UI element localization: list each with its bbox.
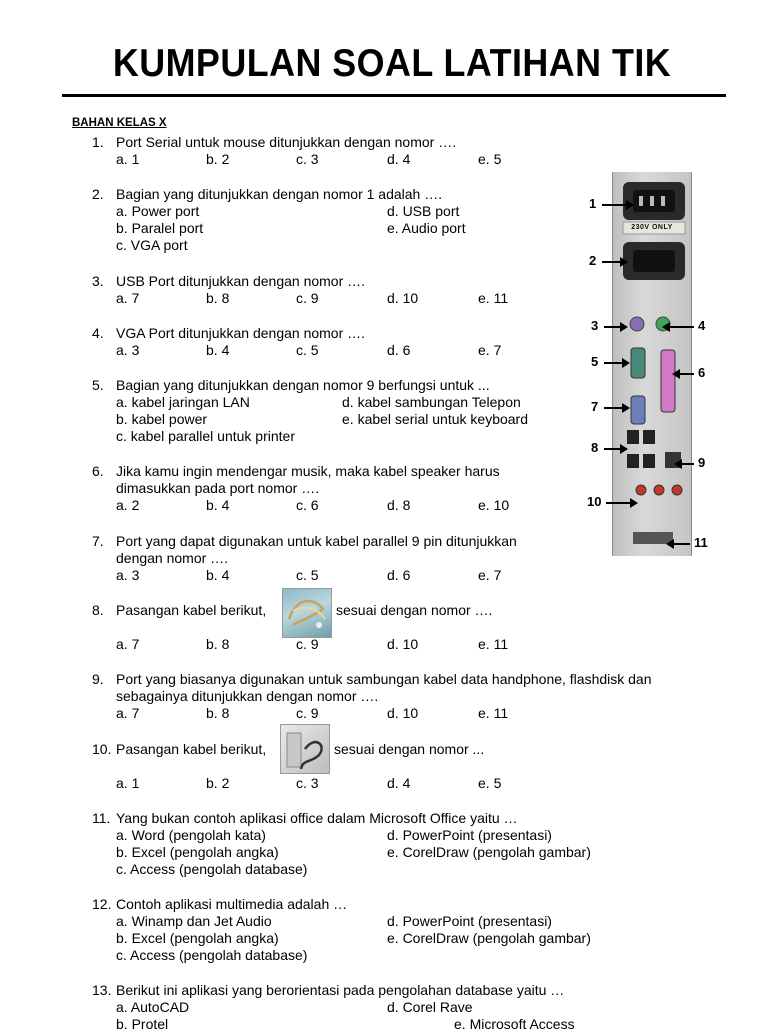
question-text: Contoh aplikasi multimedia adalah … [116, 896, 348, 912]
options [116, 290, 566, 307]
option-b[interactable]: b. Excel (pengolah angka) [116, 844, 279, 860]
option-c[interactable]: c. 5 [296, 342, 319, 358]
option-e[interactable]: e. 11 [478, 636, 509, 652]
question-number: 8. [92, 602, 104, 618]
option-c[interactable]: c. 9 [296, 290, 319, 306]
page-title: KUMPULAN SOAL LATIHAN TIK [112, 42, 672, 85]
question-number: 11. [92, 810, 111, 826]
question-13 [92, 982, 712, 1032]
option-e[interactable]: e. 11 [478, 290, 509, 306]
option-b[interactable]: b. Excel (pengolah angka) [116, 930, 279, 946]
options [116, 342, 566, 359]
arrow-right [604, 326, 626, 328]
option-d[interactable]: d. 10 [387, 636, 419, 652]
option-b[interactable]: b. 8 [206, 290, 230, 306]
option-a[interactable]: a. 2 [116, 497, 140, 513]
option-e[interactable]: e. Audio port [387, 220, 466, 236]
port-label-5: 5 [591, 354, 599, 369]
option-d[interactable]: d. PowerPoint (presentasi) [387, 913, 552, 929]
option-d[interactable]: d. 6 [387, 567, 411, 583]
option-a[interactable]: a. 1 [116, 151, 140, 167]
option-b[interactable]: b. kabel power [116, 411, 208, 427]
question-text-before: Pasangan kabel berikut, [116, 602, 267, 618]
question-text: Berikut ini aplikasi yang berorientasi pada pengolahan database yaitu … [116, 982, 565, 998]
option-e[interactable]: e. 11 [478, 705, 509, 721]
question-text: Port Serial untuk mouse ditunjukkan dengan nomor …. [116, 134, 457, 150]
option-b[interactable]: b. 2 [206, 775, 230, 791]
question-text: Port yang biasanya digunakan untuk sambungan kabel data handphone, flashdisk dan sebagainya ditunjukkan dengan nomor …. [116, 671, 652, 704]
option-d[interactable]: d. 10 [387, 290, 419, 306]
question-text: Bagian yang ditunjukkan dengan nomor 1 adalah …. [116, 186, 443, 202]
question-text: VGA Port ditunjukkan dengan nomor …. [116, 325, 366, 341]
option-e[interactable]: e. 10 [478, 497, 510, 513]
option-e[interactable]: e. 7 [478, 342, 502, 358]
question-5 [92, 377, 562, 444]
option-c[interactable]: c. kabel parallel untuk printer [116, 428, 295, 444]
option-c[interactable]: c. Access (pengolah database) [116, 861, 308, 877]
option-e[interactable]: e. kabel serial untuk keyboard [342, 411, 528, 427]
option-c[interactable]: c. 3 [296, 775, 319, 791]
option-e[interactable]: e. 5 [478, 775, 502, 791]
question-6 [92, 463, 562, 513]
options [116, 497, 566, 514]
question-text-after: sesuai dengan nomor ... [334, 741, 485, 757]
option-c[interactable]: c. 3 [296, 151, 319, 167]
option-d[interactable]: d. USB port [387, 203, 460, 219]
question-10 [92, 741, 562, 791]
question-number: 10. [92, 741, 112, 757]
option-b[interactable]: b. 4 [206, 497, 230, 513]
port-label-4: 4 [698, 318, 706, 333]
question-text: Yang bukan contoh aplikasi office dalam Microsoft Office yaitu … [116, 810, 518, 826]
option-b[interactable]: b. Paralel port [116, 220, 204, 236]
question-number: 5. [92, 377, 104, 393]
options [116, 151, 566, 168]
option-d[interactable]: d. PowerPoint (presentasi) [387, 827, 552, 843]
option-e[interactable]: e. 7 [478, 567, 502, 583]
option-c[interactable]: c. 6 [296, 497, 319, 513]
question-number: 1. [92, 134, 104, 150]
port-label-10: 10 [587, 494, 602, 509]
options [116, 775, 566, 792]
question-text-before: Pasangan kabel berikut, [116, 741, 267, 757]
arrow-right [604, 407, 628, 409]
arrow-left [674, 373, 694, 375]
question-9 [92, 671, 712, 721]
arrow-right [604, 362, 628, 364]
port-label-2: 2 [589, 253, 597, 268]
port-label-9: 9 [698, 455, 706, 470]
question-number: 9. [92, 671, 104, 687]
option-a[interactable]: a. Winamp dan Jet Audio [116, 913, 272, 929]
option-b[interactable]: b. 2 [206, 151, 230, 167]
option-c[interactable]: c. 5 [296, 567, 319, 583]
option-a[interactable]: a. Power port [116, 203, 200, 219]
arrow-right [602, 261, 626, 263]
arrow-left [664, 326, 694, 328]
question-8 [92, 602, 562, 652]
question-2 [92, 186, 562, 253]
option-a[interactable]: a. kabel jaringan LAN [116, 394, 250, 410]
port-label-8: 8 [591, 440, 599, 455]
question-12 [92, 896, 712, 963]
options [116, 705, 566, 722]
port-label-1: 1 [589, 196, 597, 211]
question-11 [92, 810, 712, 877]
option-b[interactable]: b. 8 [206, 636, 230, 652]
option-e[interactable]: e. CorelDraw (pengolah gambar) [387, 844, 591, 860]
option-d[interactable]: d. 10 [387, 705, 419, 721]
option-a[interactable]: a. 1 [116, 775, 140, 791]
question-number: 12. [92, 896, 112, 912]
cable-image [280, 724, 330, 774]
option-a[interactable]: a. 3 [116, 342, 140, 358]
option-d[interactable]: d. kabel sambungan Telepon [342, 394, 521, 410]
question-number: 7. [92, 533, 104, 549]
option-e[interactable]: e. 5 [478, 151, 502, 167]
options [116, 567, 566, 584]
title-underline [62, 94, 726, 97]
question-1 [92, 134, 562, 167]
option-d[interactable]: d. 4 [387, 151, 411, 167]
subtitle: BAHAN KELAS X [72, 117, 167, 129]
option-e[interactable]: e. Microsoft Access [454, 1016, 575, 1032]
question-text: USB Port ditunjukkan dengan nomor …. [116, 273, 366, 289]
option-a[interactable]: a. 3 [116, 567, 140, 583]
option-b[interactable]: b. 4 [206, 342, 230, 358]
option-a[interactable]: a. AutoCAD [116, 999, 190, 1015]
arrow-left [676, 463, 694, 465]
option-c[interactable]: c. 9 [296, 636, 319, 652]
arrow-right [602, 204, 632, 206]
option-c[interactable]: c. VGA port [116, 237, 188, 253]
question-number: 3. [92, 273, 104, 289]
question-4 [92, 325, 562, 358]
question-text: Port yang dapat digunakan untuk kabel parallel 9 pin ditunjukkan dengan nomor …. [116, 533, 517, 566]
option-d[interactable]: d. 8 [387, 497, 411, 513]
question-7 [92, 533, 562, 583]
panel-voltage-label: 230V ONLY [631, 224, 673, 231]
option-a[interactable]: a. 7 [116, 636, 140, 652]
option-b[interactable]: b. 8 [206, 705, 230, 721]
question-text: Bagian yang ditunjukkan dengan nomor 9 berfungsi untuk ... [116, 377, 490, 393]
option-d[interactable]: d. Corel Rave [387, 999, 473, 1015]
option-d[interactable]: d. 6 [387, 342, 411, 358]
question-text: Jika kamu ingin mendengar musik, maka kabel speaker harus dimasukkan pada port nomor …. [116, 463, 500, 496]
question-text-after: sesuai dengan nomor …. [336, 602, 493, 618]
question-3 [92, 273, 562, 306]
question-number: 6. [92, 463, 104, 479]
arrow-right [606, 502, 636, 504]
question-number: 4. [92, 325, 104, 341]
option-e[interactable]: e. CorelDraw (pengolah gambar) [387, 930, 591, 946]
option-b[interactable]: b. 4 [206, 567, 230, 583]
arrow-right [604, 448, 626, 450]
option-b[interactable]: b. Protel [116, 1016, 169, 1032]
port-label-11: 11 [694, 535, 708, 550]
port-label-3: 3 [591, 318, 599, 333]
port-label-6: 6 [698, 365, 706, 380]
options [116, 636, 566, 653]
cable-image [282, 588, 332, 638]
port-label-7: 7 [591, 399, 599, 414]
option-d[interactable]: d. 4 [387, 775, 411, 791]
option-c[interactable]: c. 9 [296, 705, 319, 721]
option-a[interactable]: a. Word (pengolah kata) [116, 827, 266, 843]
arrow-left [668, 543, 690, 545]
question-number: 13. [92, 982, 112, 998]
option-a[interactable]: a. 7 [116, 705, 140, 721]
option-c[interactable]: c. Access (pengolah database) [116, 947, 308, 963]
question-number: 2. [92, 186, 104, 202]
option-a[interactable]: a. 7 [116, 290, 140, 306]
